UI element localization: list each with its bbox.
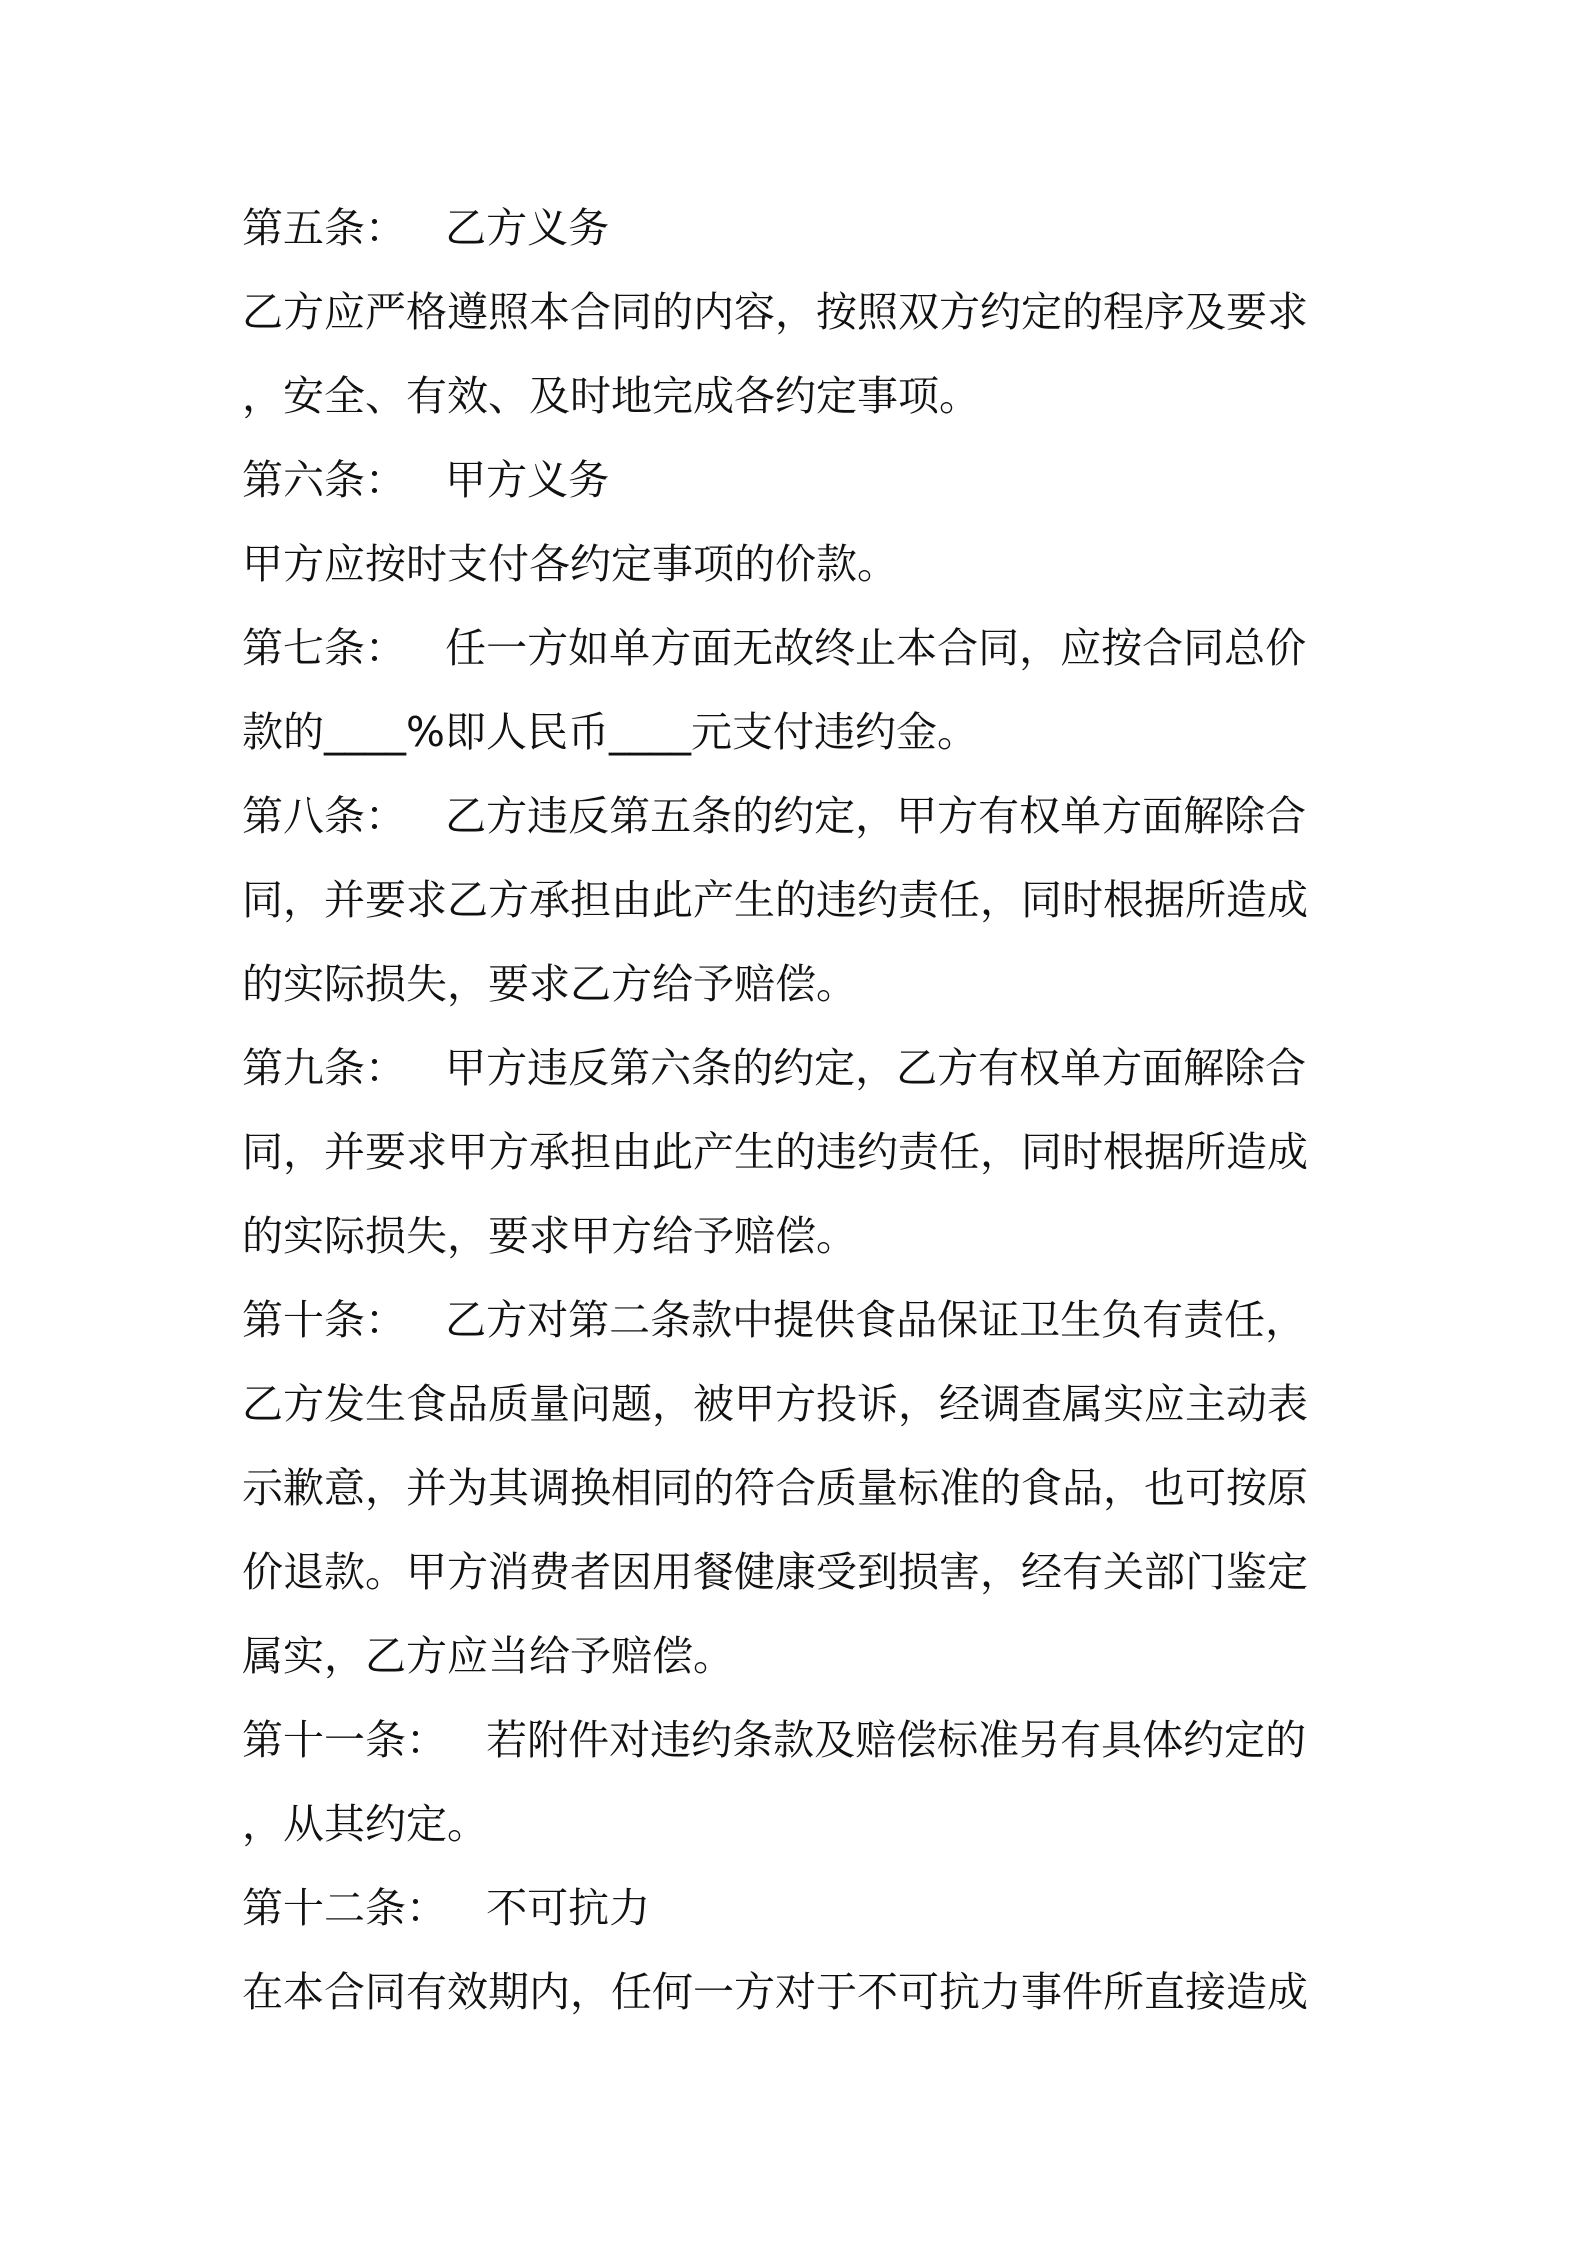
article-11-text-line: 第十一条： 若附件对违约条款及赔偿标准另有具体约定的: [242, 1716, 1307, 1764]
article-6-text-line: 甲方应按时支付各约定事项的价款。: [242, 540, 898, 588]
article-9-text-line: 的实际损失，要求甲方给予赔偿。: [242, 1212, 857, 1260]
article-7-text-line: 款的____%即人民币____元支付违约金。: [242, 708, 978, 756]
article-10-text-line: 乙方发生食品质量问题，被甲方投诉，经调查属实应主动表: [242, 1380, 1308, 1428]
article-8-text-line: 同，并要求乙方承担由此产生的违约责任，同时根据所造成: [242, 876, 1308, 924]
article-12-heading: 第十二条： 不可抗力: [242, 1884, 651, 1932]
article-10-text-line: 属实，乙方应当给予赔偿。: [242, 1632, 734, 1680]
article-6-heading: 第六条： 甲方义务: [242, 456, 610, 504]
article-11-text-line: ，从其约定。: [242, 1800, 488, 1848]
article-10-text-line: 价退款。甲方消费者因用餐健康受到损害，经有关部门鉴定: [242, 1548, 1308, 1596]
article-9-text-line: 同，并要求甲方承担由此产生的违约责任，同时根据所造成: [242, 1128, 1308, 1176]
article-8-text-line: 第八条： 乙方违反第五条的约定，甲方有权单方面解除合: [242, 792, 1307, 840]
article-7-text-line: 第七条： 任一方如单方面无故终止本合同，应按合同总价: [242, 624, 1307, 672]
article-12-text-line: 在本合同有效期内，任何一方对于不可抗力事件所直接造成: [242, 1968, 1308, 2016]
article-10-text-line: 第十条： 乙方对第二条款中提供食品保证卫生负有责任，: [242, 1296, 1307, 1344]
article-5-text-line: 乙方应严格遵照本合同的内容，按照双方约定的程序及要求: [242, 288, 1308, 336]
article-10-text-line: 示歉意，并为其调换相同的符合质量标准的食品，也可按原: [242, 1464, 1308, 1512]
article-5-text-line: ，安全、有效、及时地完成各约定事项。: [242, 372, 980, 420]
article-9-text-line: 第九条： 甲方违反第六条的约定，乙方有权单方面解除合: [242, 1044, 1307, 1092]
article-5-heading: 第五条： 乙方义务: [242, 204, 610, 252]
article-8-text-line: 的实际损失，要求乙方给予赔偿。: [242, 960, 857, 1008]
